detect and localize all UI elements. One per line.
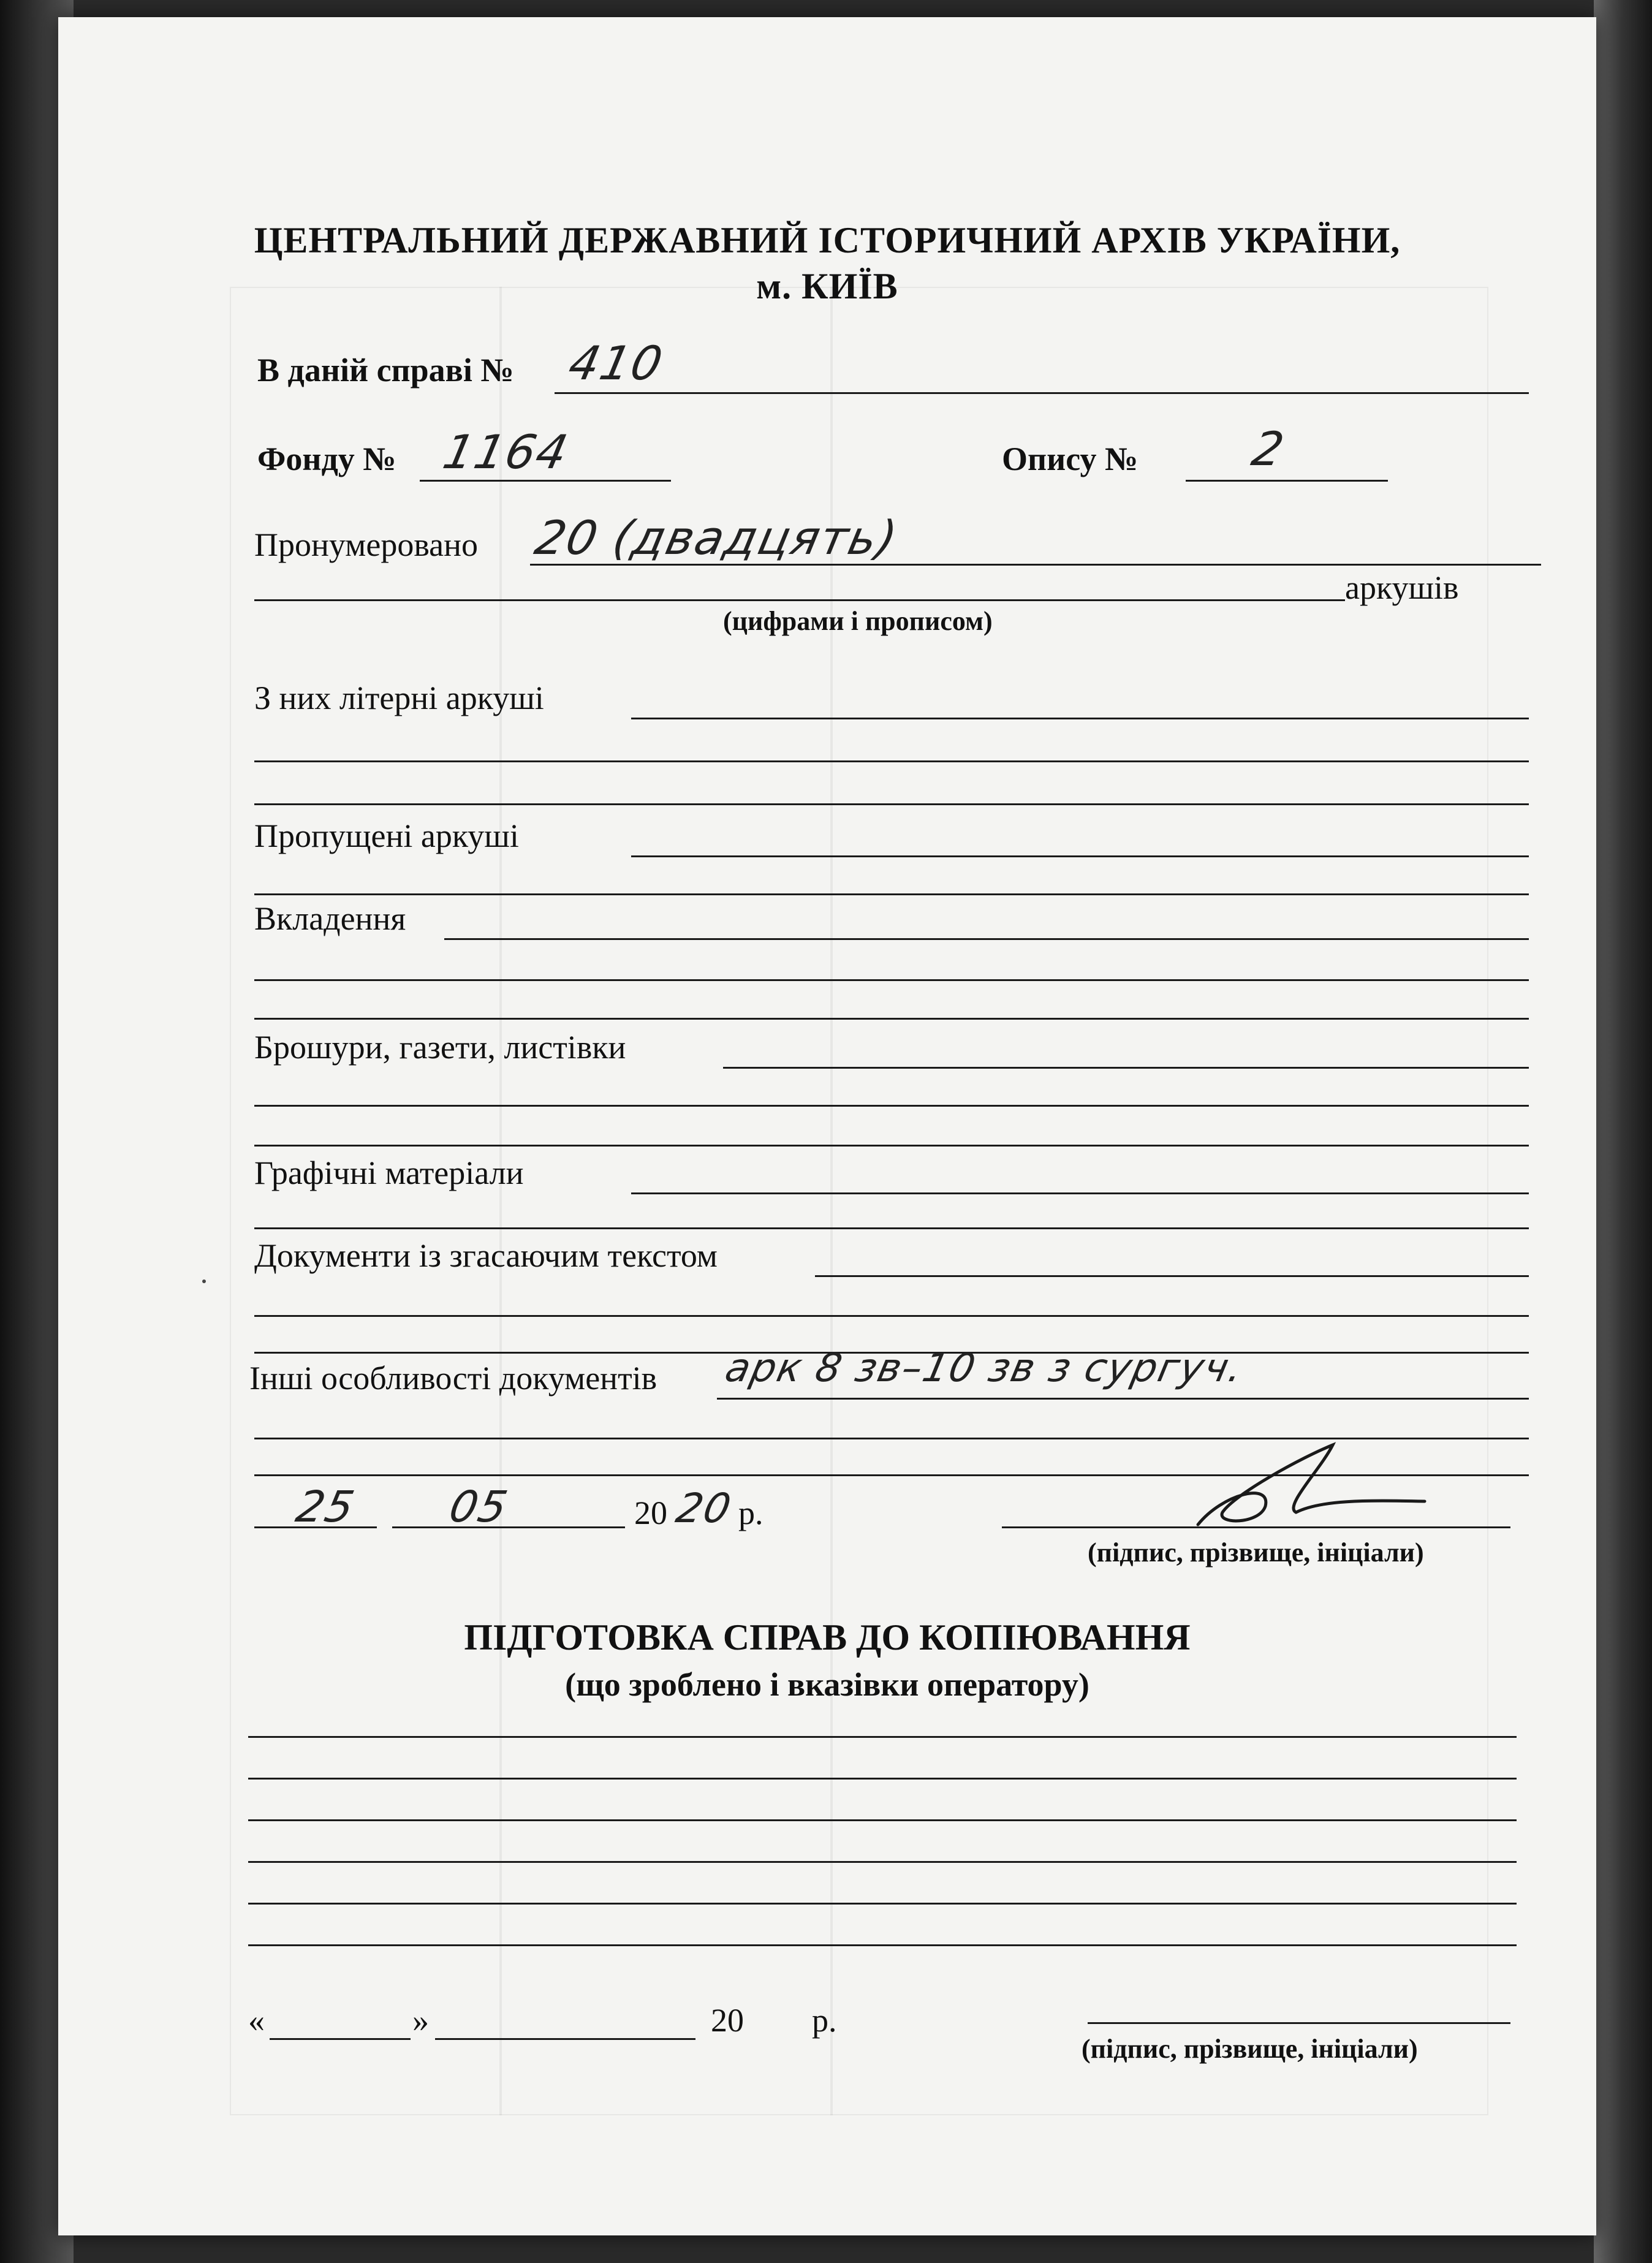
numbered-hint: (цифрами і прописом) xyxy=(723,606,993,636)
missing-sheets-label: Пропущені аркуші xyxy=(254,817,519,854)
graphics-line-1 xyxy=(631,1192,1529,1194)
letter-sheets-label: З них літерні аркуші xyxy=(254,680,544,716)
case-number: 410 xyxy=(564,336,669,390)
brochures-line-1 xyxy=(723,1067,1529,1069)
faded-docs-line-2 xyxy=(254,1315,1529,1317)
date2-year-prefix: 20 xyxy=(711,2002,744,2039)
fond-line xyxy=(420,480,671,482)
fond-number: 1164 xyxy=(438,425,574,479)
date1-month-line xyxy=(392,1526,625,1528)
other-features-value: арк 8 зв–10 зв з сургуч. xyxy=(721,1346,1248,1391)
faded-docs-line-1 xyxy=(815,1275,1529,1277)
numbered-value: 20 (двадцять) xyxy=(530,510,903,565)
prep-title: ПІДГОТОВКА СПРАВ ДО КОПІЮВАННЯ xyxy=(464,1617,1191,1658)
graphics-line-2 xyxy=(254,1227,1529,1229)
date2-open-quote: « xyxy=(248,2002,265,2039)
missing-sheets-line-1 xyxy=(631,855,1529,857)
signature1-caption: (підпис, прізвище, ініціали) xyxy=(1088,1537,1424,1567)
date2-day-line xyxy=(270,2038,411,2040)
brochures-label: Брошури, газети, листівки xyxy=(254,1029,626,1066)
numbered-suffix: аркушів xyxy=(1345,569,1459,606)
missing-sheets-line-2 xyxy=(254,893,1529,895)
bleed-through-rule xyxy=(499,287,502,2115)
prep-line-5 xyxy=(248,1903,1517,1905)
numbered-label: Пронумеровано xyxy=(254,526,478,563)
prep-subtitle: (що зроблено і вказівки оператору) xyxy=(565,1666,1089,1703)
date2-month-line xyxy=(435,2038,695,2040)
date1-year-prefix: 20 xyxy=(634,1495,667,1531)
signature1-line xyxy=(1002,1526,1510,1528)
other-features-line-1 xyxy=(717,1398,1529,1400)
letter-sheets-line-1 xyxy=(631,718,1529,719)
signature2-caption: (підпис, прізвище, ініціали) xyxy=(1082,2034,1418,2064)
letter-sheets-line-2 xyxy=(254,760,1529,762)
case-label: В даній справі № xyxy=(257,352,514,389)
prep-line-1 xyxy=(248,1736,1517,1738)
paper-speck xyxy=(202,1279,206,1283)
archive-city: м. КИЇВ xyxy=(756,266,898,306)
date1-r: р. xyxy=(738,1495,763,1531)
date2-close-quote: » xyxy=(412,2002,429,2039)
scan-edge-right xyxy=(1594,0,1652,2263)
prep-line-4 xyxy=(248,1861,1517,1863)
date1-month: 05 xyxy=(445,1482,513,1532)
case-line xyxy=(555,392,1529,394)
attachments-line-2 xyxy=(254,979,1529,981)
opys-number: 2 xyxy=(1247,422,1290,476)
archive-title: ЦЕНТРАЛЬНИЙ ДЕРЖАВНИЙ ІСТОРИЧНИЙ АРХІВ УКРАЇНИ, xyxy=(254,220,1401,260)
opys-label: Опису № xyxy=(1002,441,1139,477)
date1-day: 25 xyxy=(292,1482,360,1532)
prep-line-6 xyxy=(248,1944,1517,1946)
date1-day-line xyxy=(254,1526,377,1528)
attachments-label: Вкладення xyxy=(254,900,406,937)
brochures-line-2 xyxy=(254,1105,1529,1107)
attachments-line-3 xyxy=(254,1018,1529,1020)
date2-r: р. xyxy=(812,2002,837,2039)
brochures-line-3 xyxy=(254,1145,1529,1147)
graphics-label: Графічні матеріали xyxy=(254,1154,524,1191)
numbered-line-1 xyxy=(530,564,1541,566)
date1-year-suffix: 20 xyxy=(672,1485,737,1532)
prep-line-3 xyxy=(248,1819,1517,1821)
letter-sheets-line-3 xyxy=(254,803,1529,805)
archive-form-page xyxy=(58,17,1596,2235)
attachments-line-1 xyxy=(444,938,1529,940)
signature2-line xyxy=(1088,2022,1510,2024)
opys-line xyxy=(1186,480,1388,482)
other-features-label: Інші особливості документів xyxy=(249,1360,657,1397)
prep-line-2 xyxy=(248,1778,1517,1780)
fond-label: Фонду № xyxy=(257,441,396,477)
numbered-line-2 xyxy=(254,599,1345,601)
faded-docs-label: Документи із згасаючим текстом xyxy=(254,1237,718,1274)
